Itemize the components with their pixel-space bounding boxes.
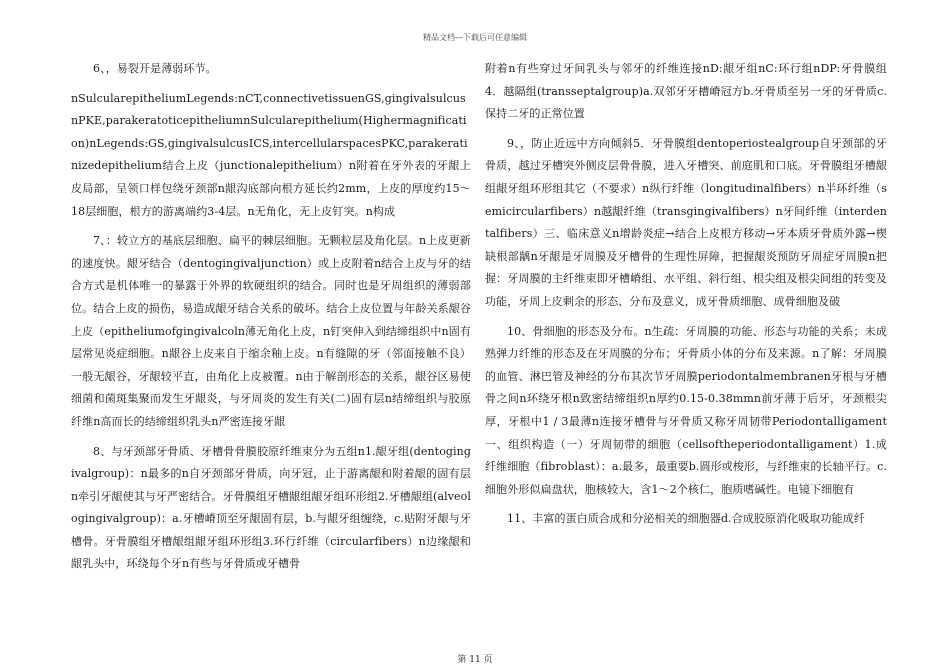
paragraph: 11、丰富的蛋白质合成和分泌相关的细胞器d.合成胶原消化吸取功能成纤 bbox=[507, 512, 865, 526]
right-column bbox=[485, 58, 887, 538]
paragraph: 9、，防止近远中方向倾斜5．牙骨膜组dentoperiostealgroup自牙颈部的牙骨质，越过牙槽突外侧皮层骨骨膜，进入牙槽突、前庭肌和口底。牙骨膜组牙槽龈组龈牙组环形组其它（不要求）n纵行纤维（longitudinalfibers）n半环纤维（semicircularfibers）n越龈纤维（transgingivalfibers）n牙间纤维（interdentalfibers）三、临床意义n增龄炎症→结合上皮根方移动→牙本质牙骨质外露→楔缺根部龋n牙龈是牙周膜及牙槽骨的生理性屏障，把握龈炎预防牙周症牙周膜n把握：牙周膜的主纤维束即牙槽嵴组、水平组、斜行组、根尖组及根尖间组的转变及功能，牙周上皮剩余的形态、分布及意义，成牙骨质细胞、成骨细胞及破 bbox=[485, 136, 887, 308]
paragraph: 10、骨细胞的形态及分布。n生疏：牙周膜的功能、形态与功能的关系；未成熟弹力纤维的形态及在牙周膜的分布；牙骨质小体的分布及来源。n了解：牙周膜的血管、淋巴管及神经的分布其次节牙周膜periodontalmembranen牙根与牙槽骨之间n环绕牙根n致密结缔组织n厚约0.15-0.38mmn前牙薄于后牙，牙颈根尖厚，牙根中1 / 3最薄n连接牙槽骨与牙骨质又称牙周韧带Periodontalligament一、组织构造（一）牙周韧带的细胞（cellsoftheperiodontalligament）1.成纤维细胞（fibroblast）：a.最多，最重要b.圆形或梭形，与纤维束的长轴平行。c.细胞外形似扁盘状，胞核较大，含1～2个核仁，胞质嗜碱性。电镜下细胞有 bbox=[485, 324, 887, 496]
paragraph: 附着n有些穿过牙间乳头与邻牙的纤维连接nD:龈牙组nC:环行组nDP:牙骨膜组4．越隔组(transseptalgroup)a.双邻牙牙槽嵴冠方b.牙骨质至另一牙的牙骨质c.保持二牙的正常位置 bbox=[485, 62, 887, 121]
paragraph: 8、与牙颈部牙骨质、牙槽骨骨膜胶原纤维束分为五组n1.龈牙组(dentogingivalgroup)：n最多的n自牙颈部牙骨质，向牙冠，止于游离龈和附着龈的固有层n牵引牙龈使其与牙严密结合。牙骨膜组牙槽龈组龈牙组环形组2.牙槽龈组(alveologingivalgroup)：a.牙槽嵴顶至牙龈固有层，b.与龈牙组缠绕，c.贴附牙龈与牙槽骨。牙骨膜组牙槽龈组龈牙组环形组3.环行纤维（circularfibers）n边缘龈和龈乳头中，环绕每个牙n有些与牙骨质或牙槽骨 bbox=[71, 444, 471, 571]
left-column bbox=[71, 58, 471, 583]
paragraph: nSulcularepitheliumLegends:nCT,connectivetissuenGS,gingivalsulcusnPKE,parakeratoticepitheliumnSulcularepithelium(Highermagnification)nLegends:GS,gingivalsulcusICS,intercellularspacesPKC,parakeratinizedepithelium结合上皮（junctionalepithelium）n附着在牙外表的牙龈上皮局部，呈领口样包绕牙颈部n龈沟底部向根方延长约2mm，上皮的厚度约15～18层细胞，根方的游离端约3-4层。n无角化，无上皮钉突。n构成 bbox=[71, 91, 471, 218]
paragraph: 6、，易裂开是薄弱环节。 bbox=[93, 62, 217, 75]
page-number: 第 11 页 bbox=[457, 655, 493, 665]
paragraph: 7、：较立方的基底层细胞、扁平的棘层细胞。无颗粒层及角化层。n上皮更新的速度快。龈牙结合（dentogingivaljunction）或上皮附着n结合上皮与牙的结合方式是机体唯一的暴露于外界的软硬组织的结合。同时也是牙周组织的薄弱部位。结合上皮的损伤，易造成龈牙结合关系的破坏。结合上皮位置与年龄关系龈谷上皮（epitheliumofgingivalcoln薄无角化上皮，n钉突伸入到结缔组织中n固有层常见炎症细胞。n龈谷上皮来自于缩余釉上皮。n有缝隙的牙（邻面接触不良）一般无龈谷，牙龈较平直，由角化上皮被覆。n由于解剖形态的关系，龈谷区易使细菌和菌斑集聚而发生牙龈炎，与牙周炎的发生有关(二)固有层n结缔组织与胶原纤维n高而长的结缔组织乳头n严密连接牙龈 bbox=[71, 234, 471, 428]
page-header: 精品文档—下载后可任意编辑 bbox=[423, 33, 527, 42]
